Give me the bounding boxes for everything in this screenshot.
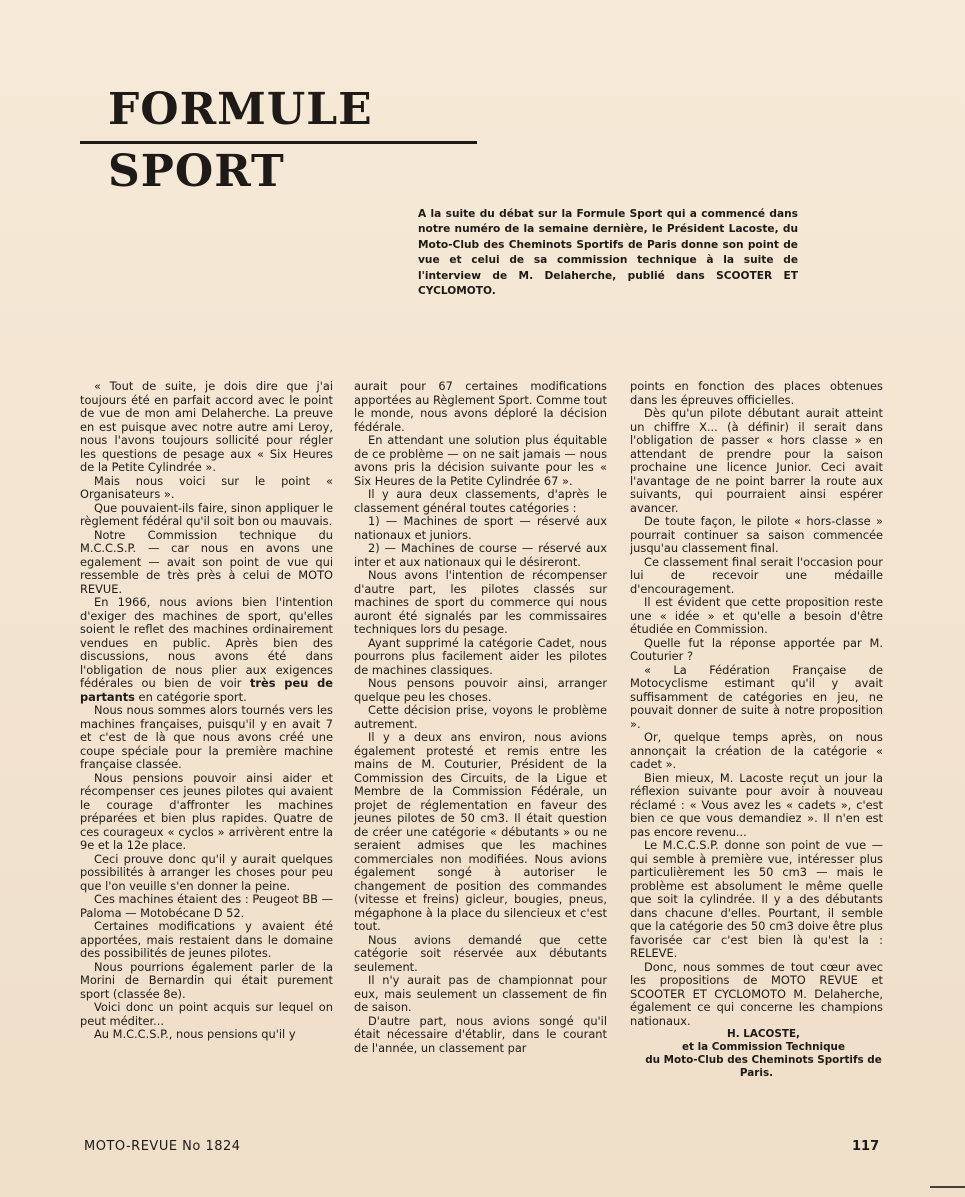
- title-line-2: SPORT: [108, 146, 285, 197]
- paragraph: Au M.C.C.S.P., nous pensions qu'il y: [94, 1027, 296, 1041]
- paragraph: D'autre part, nous avions songé qu'il était nécessaire d'établir, dans le courant de l'année, un classement par: [354, 1013, 607, 1055]
- paragraph: Notre Commission technique du M.C.C.S.P. — car nous en avons une egalement — avait son point de vue qui ressemble de très près à celui de MOTO REVUE.: [80, 527, 333, 596]
- paragraph: points en fonction des places obtenues dans les épreuves officielles.: [630, 379, 883, 407]
- title-line-1: FORMULE: [108, 84, 373, 135]
- paragraph: Voici donc un point acquis sur lequel on peut méditer...: [80, 1000, 333, 1028]
- paragraph: « La Fédération Française de Motocyclisme estimant qu'il y avait suffisamment de catégories en jeu, ne pouvait donner de suite à notre proposition ».: [630, 662, 883, 731]
- paragraph: Nous pensions pouvoir ainsi aider et récompenser ces jeunes pilotes qui avaient le courage d'affronter les machines préparées et bien plus rapides. Quatre de ces courageux « cyclos » arrivèrent entre la 9e et la 12e place.: [80, 770, 333, 852]
- paragraph: Nous pourrions également parler de la Morini de Bernardin qui était purement sport (classée 8e).: [80, 959, 333, 1001]
- paragraph: Quelle fut la réponse apportée par M. Couturier ?: [630, 635, 883, 663]
- paragraph: Que pouvaient-ils faire, sinon appliquer le règlement fédéral qu'il soit bon ou mauvais.: [80, 500, 333, 528]
- text-run: en catégorie sport.: [134, 689, 247, 704]
- signature-line: et la Commission Technique: [681, 1041, 846, 1053]
- paragraph: Certaines modifications y avaient été apportées, mais restaient dans le domaine des possibilités de jeunes pilotes.: [80, 919, 333, 960]
- paragraph: Ces machines étaient des : Peugeot BB — Paloma — Motobécane D 52.: [80, 892, 333, 920]
- paragraph: Il y a deux ans environ, nous avions également protesté et remis entre les mains de M. Couturier, Président de la Commission des Circuits, de la Ligue et Membre de la Commission Fédérale, un projet de réglementation en faveur des jeunes pilotes de 50 cm3. Il était question de créer une catégorie « débutants » ou ne seraient admises que les machines commerciales non modifiées. Nous avions également songé à autoriser le changement de position des commandes (vitesse et freins) gicleur, bougies, pneus, mégaphone à la place du silencieux et c'est tout.: [354, 730, 607, 933]
- intro-paragraph: A la suite du débat sur la Formule Sport qui a commencé dans notre numéro de la semaine dernière, le Président Lacoste, du Moto-Club des Cheminots Sportifs de Paris donne son point de vue et celui de sa commission technique à la suite de l'interview de M. Delaherche, publié dans SCOOTER ET CYCLOMOTO.: [418, 208, 798, 298]
- signature-line: du Moto-Club des Cheminots Sportifs de Paris.: [645, 1054, 882, 1079]
- paragraph: Nous nous sommes alors tournés vers les machines françaises, puisqu'il y en avait 7 et c'est de là que nous avons créé une coupe spéciale pour la première machine française classée.: [80, 703, 333, 771]
- paragraph: Dès qu'un pilote débutant aurait atteint un chiffre X... (à définir) il serait dans l'obligation de passer « hors classe » en attendant de prendre pour la saison prochaine une licence Junior. Ceci avait l'avantage de ne point barrer la route aux suivants, qui pourraient ainsi espérer avancer.: [630, 406, 883, 515]
- text-run: En 1966, nous avions bien l'intention d'exiger des machines de sport, qu'elles soient le reflet des machines ordinairement vendues en public. Après bien des discussions, nous avons été dans l'obligation de nous plier aux exigences fédérales ou bien de voir: [80, 595, 333, 690]
- paragraph: 2) — Machines de course — réservé aux inter et aux nationaux qui le désireront.: [354, 541, 607, 569]
- paragraph: Nous avons l'intention de récompenser d'autre part, les pilotes classés sur machines de sport du commerce qui nous auront été signalés par les commissaires techniques lors du pesage.: [354, 568, 607, 636]
- paragraph: aurait pour 67 certaines modifications apportées au Règlement Sport. Comme tout le monde, nous avons déploré la décision fédérale.: [354, 379, 607, 434]
- paragraph: Nous avions demandé que cette catégorie soit réservée aux débutants seulement.: [354, 932, 607, 974]
- paragraph: Il est évident que cette proposition reste une « idée » et qu'elle a besoin d'être étudiée en Commission.: [630, 595, 883, 636]
- paragraph: Ceci prouve donc qu'il y aurait quelques possibilités à arranger les choses pour peu que l'on veuille s'en donner la peine.: [80, 851, 333, 893]
- paragraph: [80, 596, 333, 704]
- paragraph: Bien mieux, M. Lacoste reçut un jour la réflexion suivante pour avoir à nouveau réclamé : « Vous avez les « cadets », c'est bien ce que vous demandiez ». Il n'en est pas encore revenu...: [630, 770, 883, 839]
- corner-mark: [930, 1186, 965, 1188]
- paragraph: Ce classement final serait l'occasion pour lui de recevoir une médaille d'encouragement.: [630, 554, 883, 596]
- paragraph: De toute façon, le pilote « hors-classe » pourrait continuer sa saison commencée jusqu'au classement final.: [630, 514, 883, 555]
- page-number: 117: [852, 1139, 880, 1154]
- paragraph: 1) — Machines de sport — réservé aux nationaux et juniors.: [354, 514, 607, 542]
- paragraph: Donc, nous sommes de tout cœur avec les propositions de MOTO REVUE et SCOOTER ET CYCLOMOTO M. Delaherche, également ce qui concerne les champions nationaux.: [630, 959, 883, 1028]
- paragraph: Nous pensons pouvoir ainsi, arranger quelque peu les choses.: [354, 676, 607, 704]
- paragraph: Il y aura deux classements, d'après le classement général toutes catégories :: [354, 487, 607, 515]
- bold-text: très peu de partants: [80, 676, 333, 704]
- paragraph: Le M.C.C.S.P. donne son point de vue — qui semble à première vue, intéresser plus particulièrement les 50 cm3 — mais le problème est absolument le même quelle que soit la cylindrée. Il y a des débutants dans chacune d'elles. Pourtant, il semble que la catégorie des 50 cm3 doive être plus favorisée car c'est bien là qu'est la : RELEVE.: [630, 838, 883, 960]
- paragraph: Ayant supprimé la catégorie Cadet, nous pourrons plus facilement aider les pilotes de machines classiques.: [354, 635, 607, 677]
- article-column-1: [80, 380, 333, 1042]
- paragraph: Mais nous voici sur le point « Organisateurs ».: [80, 473, 333, 501]
- footer-publication: MOTO-REVUE No 1824: [84, 1139, 241, 1154]
- paragraph: « Tout de suite, je dois dire que j'ai toujours été en parfait accord avec le point de vue de mon ami Delaherche. La preuve en est puisque avec notre autre ami Leroy, nous l'avons toujours sollicité pour régler les questions de pesage aux « Six Heures de la Petite Cylindrée ».: [80, 379, 333, 474]
- paragraph: Or, quelque temps après, on nous annonçait la création de la catégorie « cadet ».: [630, 730, 883, 771]
- title-rule: [80, 141, 477, 144]
- article-column-2: [354, 380, 607, 1055]
- article-column-3: [630, 380, 883, 1080]
- paragraph: Il n'y aurait pas de championnat pour eux, mais seulement un classement de fin de saison.: [354, 973, 607, 1014]
- signature-name: H. LACOSTE,: [727, 1028, 800, 1040]
- paragraph: Cette décision prise, voyons le problème autrement.: [354, 703, 607, 731]
- paragraph: En attendant une solution plus équitable de ce problème — on ne sait jamais — nous avons pris la décision suivante pour les « Six Heures de la Petite Cylindrée 67 ».: [354, 433, 607, 488]
